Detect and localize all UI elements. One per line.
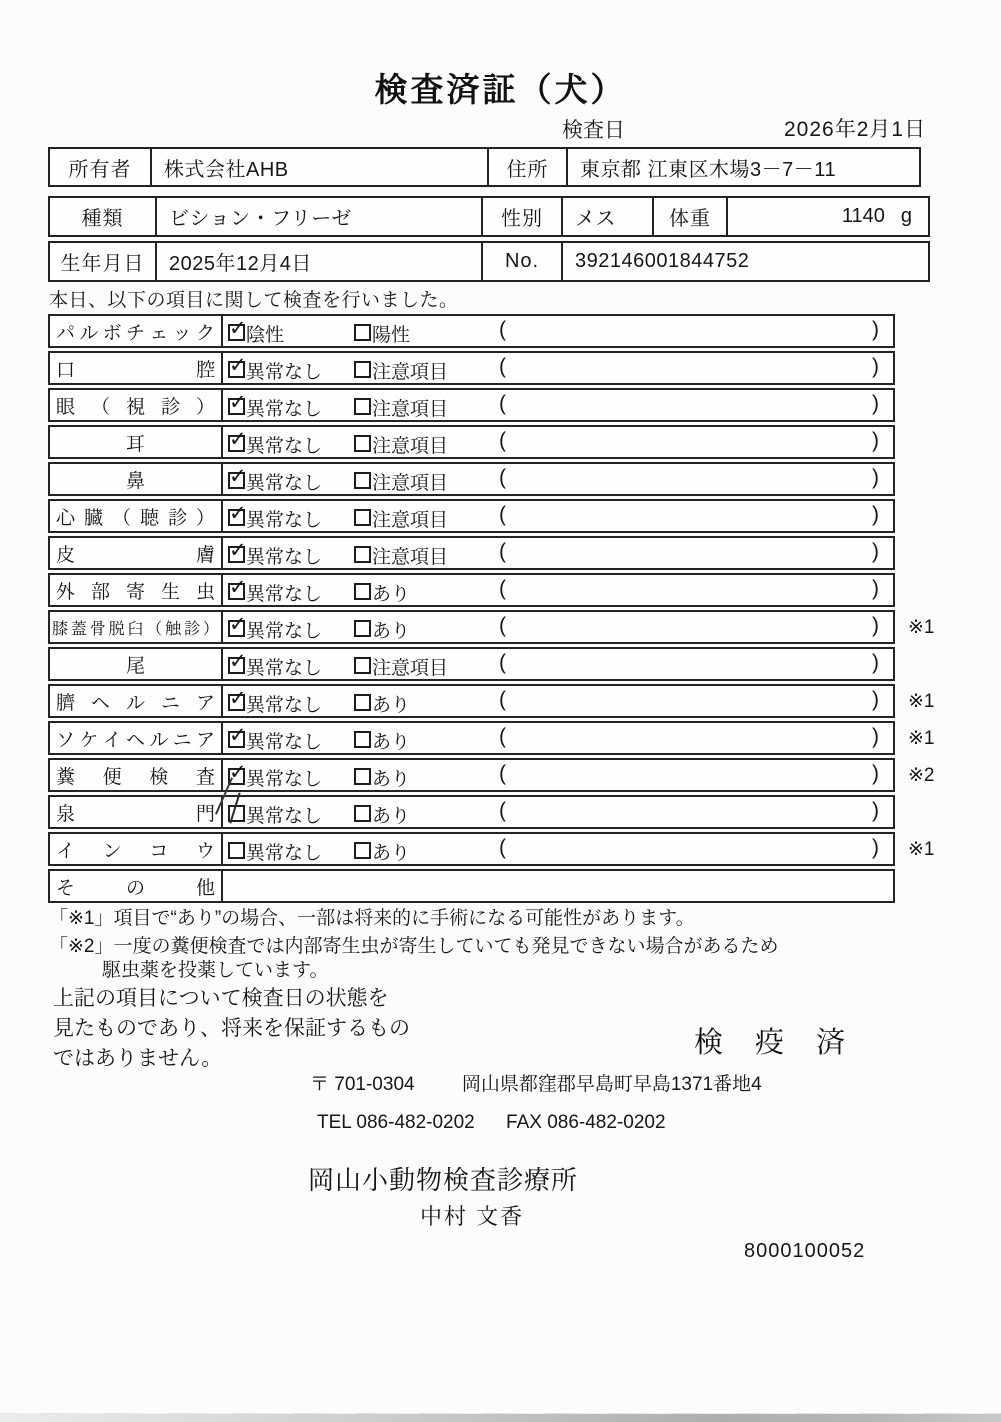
option-secondary-label: あり [372,843,411,864]
footnote-2-continued: 駆虫薬を投薬しています。 [102,960,329,981]
checkbox-empty-icon [354,805,371,822]
checklist-row [48,610,935,644]
checklist-item-label: パ ル ボ チ ェ ッ ク [50,316,223,346]
paren-close: ) [872,651,879,674]
address-label: 住所 [487,149,566,185]
option-primary-label: 異常なし [246,732,323,753]
paren-close: ) [872,318,879,341]
checklist-row [48,647,895,681]
option-secondary-label: あり [372,621,411,642]
document-title: 検査済証（犬） [374,71,627,108]
checklist-item-label: 膝 蓋 骨 脱 臼 （ 触 診 ） [50,612,223,642]
checkbox-empty-icon [354,398,371,415]
disclaimer-line-2: 見たものであり、将来を保証するもの [53,1017,410,1040]
checklist-item-label: イ ン コ ウ [50,834,223,864]
paren-close: ) [872,614,879,637]
checklist-item-label: 尾 [50,649,223,679]
checklist-item-label: 心 臓 （ 聴 診 ） [50,501,223,531]
footnote-marker: ※1 [908,617,935,638]
checkbox-empty-icon [354,324,371,341]
pet-info-table-row1 [48,196,930,237]
option-primary-label: 異常なし [246,362,323,383]
weight-cell [726,198,928,235]
clinic-fax: FAX 086-482-0202 [506,1112,666,1133]
checkbox-checked-icon [228,509,245,526]
option-secondary-label: 注意項目 [372,510,449,531]
checklist-item-label: 眼 （ 視 診 ） [50,390,223,420]
checklist-row [48,573,895,607]
checklist-item-label: 外 部 寄 生 虫 [50,575,223,605]
postal-code: 〒 701-0304 [310,1074,415,1095]
option-primary-label: 異常なし [246,843,323,864]
footnote-marker: ※1 [908,728,935,749]
checklist-item-label: 皮 膚 [50,538,223,568]
checkbox-empty-icon [354,509,371,526]
disclaimer-line-1: 上記の項目について検査日の状態を [53,987,389,1010]
paren-close: ) [872,503,879,526]
checkbox-empty-icon [354,842,371,859]
checkbox-checked-icon [228,620,245,637]
id-number-label: No. [481,243,561,280]
weight-unit: g [900,205,912,227]
checklist-row-content [223,834,893,864]
checklist-item-label: ソ ケ イ ヘ ル ニ ア [50,723,223,753]
checkbox-checked-icon [228,805,245,822]
option-secondary-label: 注意項目 [372,399,449,420]
checklist-item-label: 泉 門 [50,797,223,827]
owner-table [48,147,921,187]
quarantine-stamp: 検 疫 済 [694,1027,858,1059]
scan-bottom-edge [0,1414,1001,1422]
checkbox-checked-icon [228,546,245,563]
clinic-address: 岡山県都窪郡早島町早島1371番地4 [461,1074,762,1095]
checklist-item-label: そ の 他 [50,871,223,901]
checklist-row [48,795,895,829]
footnote-marker: ※2 [908,765,935,786]
birthdate-value: 2025年12月4日 [155,243,481,280]
checkbox-checked-icon [228,583,245,600]
paren-close: ) [872,577,879,600]
checkbox-empty-icon [354,546,371,563]
checklist-row [48,314,895,348]
checklist-row [48,758,935,792]
paren-open: ( [499,725,506,748]
breed-value: ビション・フリーゼ [155,198,481,235]
paren-close: ) [872,540,879,563]
option-primary-label: 異常なし [246,473,323,494]
checkbox-empty-icon [228,842,245,859]
checklist-row [48,869,895,903]
checklist-item-label: 耳 [50,427,223,457]
checklist [48,314,935,906]
paren-close: ) [872,429,879,452]
paren-open: ( [499,429,506,452]
footnote-marker: ※1 [908,691,935,712]
paren-open: ( [499,540,506,563]
option-primary-label: 異常なし [246,584,323,605]
checkbox-empty-icon [354,472,371,489]
checklist-row-content [223,464,893,494]
checklist-row [48,388,895,422]
clinic-postal-line [310,1069,762,1096]
option-primary-label: 異常なし [246,399,323,420]
owner-label: 所有者 [68,158,132,181]
checklist-row [48,684,935,718]
checklist-row-content [223,575,893,605]
birthdate-label: 生年月日 [60,253,145,275]
address-value: 東京都 江東区木場3－7－11 [566,149,919,185]
checkbox-empty-icon [354,694,371,711]
document-code: 8000100052 [744,1240,866,1262]
pet-info-table-row2 [48,241,930,282]
checklist-row-content [223,686,893,716]
checklist-row [48,832,935,866]
sex-label: 性別 [481,198,561,235]
paren-open: ( [499,355,506,378]
owner-value: 株式会社AHB [150,149,487,185]
paren-close: ) [872,799,879,822]
option-secondary-label: あり [372,695,411,716]
breed-label: 種類 [81,208,124,230]
intro-text: 本日、以下の項目に関して検査を行いました。 [49,290,459,311]
option-secondary-label: あり [372,584,411,605]
checklist-row [48,536,895,570]
checkbox-empty-icon [354,435,371,452]
checklist-row-content [223,612,893,642]
option-primary-label: 異常なし [246,547,323,568]
examiner-name: 中村 文香 [420,1204,525,1229]
paren-close: ) [872,392,879,415]
option-primary-label: 異常なし [246,436,323,457]
disclaimer-line-3: ではありません。 [53,1047,223,1070]
checklist-row-content [223,353,893,383]
checklist-row-content [223,538,893,568]
paren-close: ) [872,688,879,711]
paren-close: ) [872,725,879,748]
paren-open: ( [499,466,506,489]
option-primary-label: 異常なし [246,806,323,827]
checkbox-checked-icon [228,324,245,341]
option-primary-label: 異常なし [246,510,323,531]
clinic-telfax-line [317,1112,666,1134]
checklist-row [48,499,895,533]
checkbox-checked-icon [228,361,245,378]
checklist-row-content [223,390,893,420]
checklist-item-label: 臍 ヘ ル ニ ア [50,686,223,716]
checkbox-empty-icon [354,583,371,600]
checklist-row-content [223,427,893,457]
checklist-row-content [223,871,893,901]
paren-open: ( [499,577,506,600]
paren-open: ( [499,799,506,822]
checklist-row-content [223,501,893,531]
id-number-value: 392146001844752 [561,243,928,280]
checkbox-empty-icon [354,731,371,748]
checkbox-empty-icon [354,657,371,674]
paren-open: ( [499,651,506,674]
checklist-row [48,462,895,496]
checklist-item-label: 鼻 [50,464,223,494]
checkbox-checked-icon [228,731,245,748]
paren-open: ( [499,318,506,341]
option-secondary-label: 注意項目 [372,436,449,457]
option-primary-label: 異常なし [246,658,323,679]
checklist-row-content [223,760,893,790]
option-primary-label: 異常なし [246,769,323,790]
clinic-tel: TEL 086-482-0202 [317,1112,475,1133]
inspection-date-label: 検査日 [562,119,625,142]
option-secondary-label: 注意項目 [372,473,449,494]
paren-close: ) [872,355,879,378]
checkbox-checked-icon [228,398,245,415]
checklist-row-content [223,797,893,827]
checkbox-empty-icon [354,361,371,378]
checklist-row-content [223,649,893,679]
checkbox-checked-icon [228,657,245,674]
inspection-date-value: 2026年2月1日 [784,118,927,141]
option-secondary-label: あり [372,769,411,790]
checklist-row [48,351,895,385]
checklist-row [48,721,935,755]
paren-open: ( [499,688,506,711]
clinic-name: 岡山小動物検査診療所 [308,1165,579,1195]
paren-open: ( [499,836,506,859]
option-secondary-label: 注意項目 [372,362,449,383]
option-secondary-label: 注意項目 [372,547,449,568]
option-secondary-label: 注意項目 [372,658,449,679]
checklist-item-label: 糞 便 検 査 [50,760,223,790]
checkbox-checked-icon [228,768,245,785]
footnote-marker: ※1 [908,839,935,860]
option-secondary-label: あり [372,806,411,827]
option-primary-label: 異常なし [246,621,323,642]
sex-value: メス [561,198,652,235]
checkbox-checked-icon [228,694,245,711]
weight-value: 1140 [841,205,885,227]
checklist-row-content [223,723,893,753]
paren-open: ( [499,392,506,415]
checkbox-checked-icon [228,472,245,489]
option-primary-label: 異常なし [246,695,323,716]
checkbox-empty-icon [354,768,371,785]
checklist-row [48,425,895,459]
checklist-item-label: 口 腔 [50,353,223,383]
footnote-2: 「※2」一度の糞便検査では内部寄生虫が寄生していても発見できない場合があるため [49,936,779,957]
option-secondary-label: 陽性 [372,325,411,346]
checkbox-checked-icon [228,435,245,452]
paren-open: ( [499,762,506,785]
footnote-1: 「※1」項目で“あり”の場合、一部は将来的に手術になる可能性があります。 [49,908,695,929]
checkbox-empty-icon [354,620,371,637]
paren-open: ( [499,503,506,526]
paren-open: ( [499,614,506,637]
checklist-row-content [223,316,893,346]
option-secondary-label: あり [372,732,411,753]
weight-label: 体重 [652,198,726,235]
paren-close: ) [872,466,879,489]
paren-close: ) [872,836,879,859]
option-primary-label: 陰性 [246,325,285,346]
paren-close: ) [872,762,879,785]
